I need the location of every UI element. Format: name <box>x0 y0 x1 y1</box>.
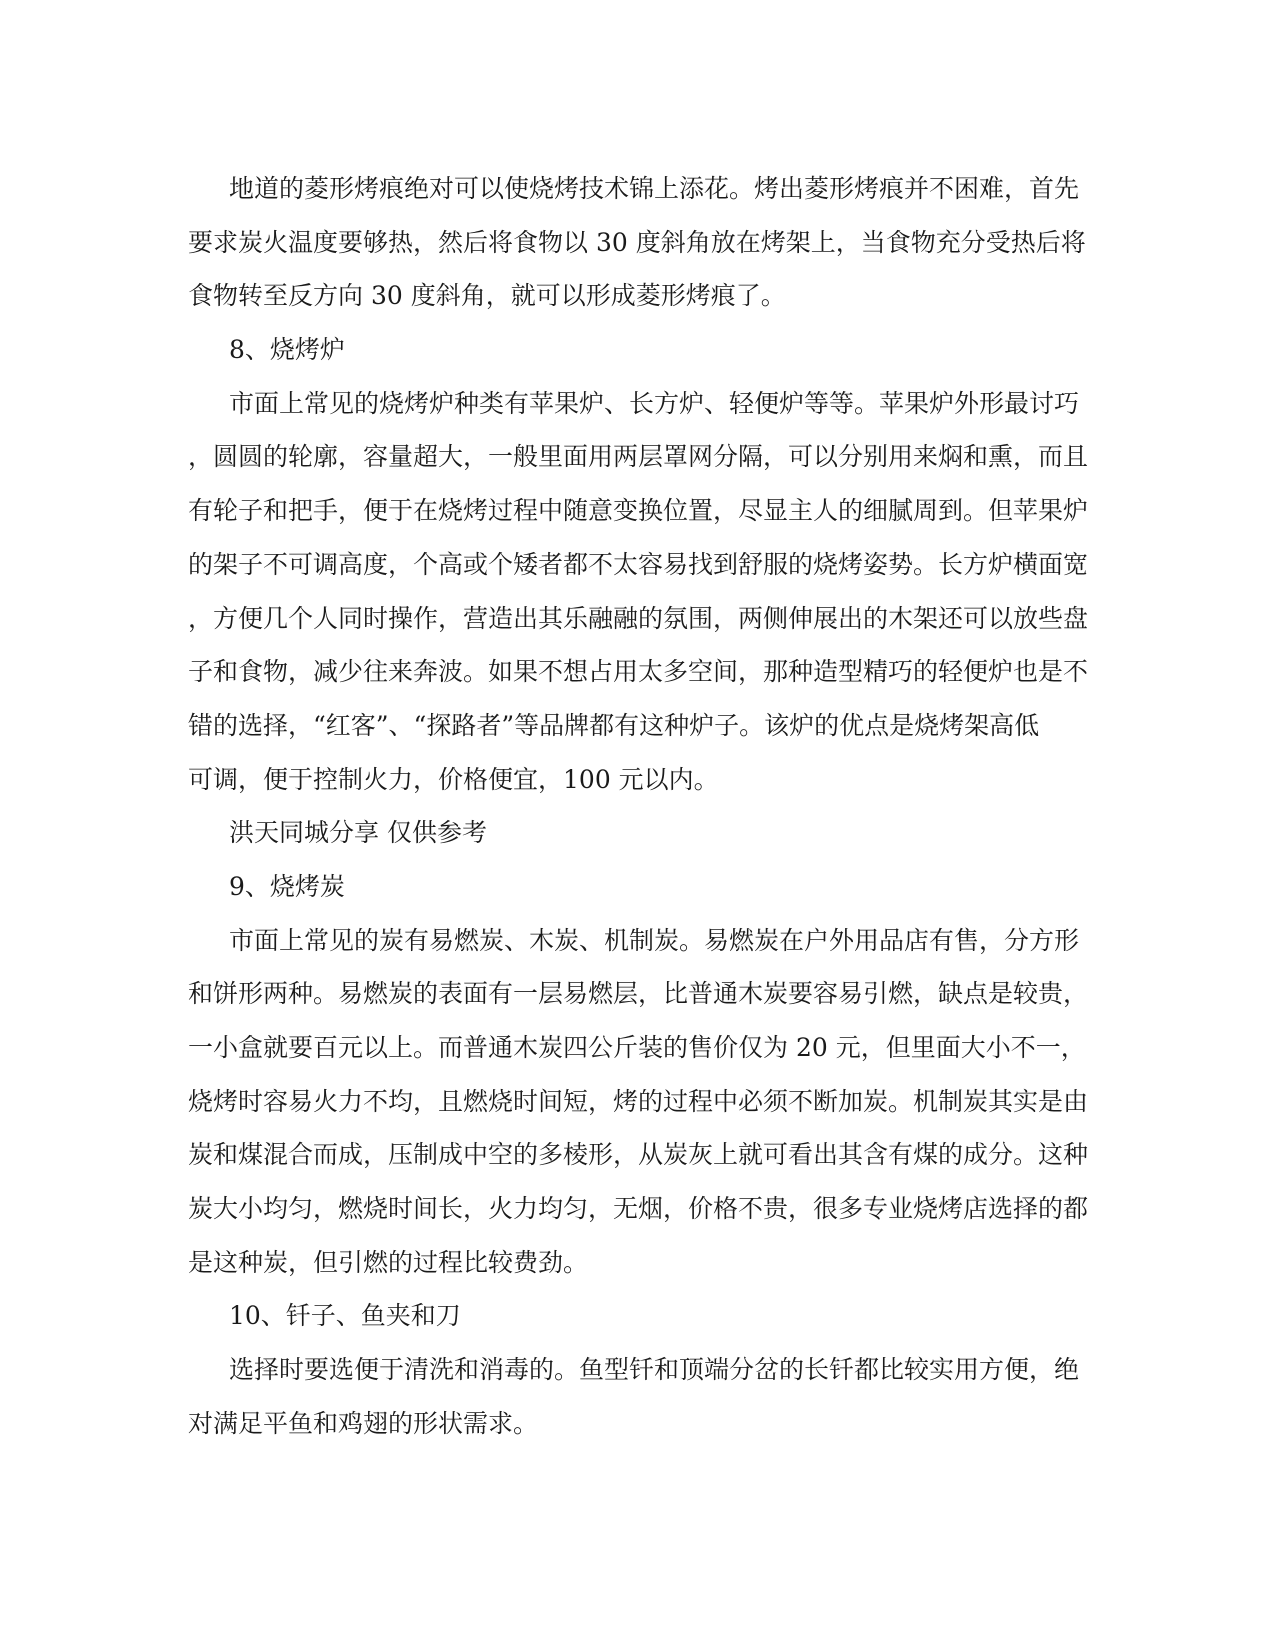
share-note <box>188 806 1080 860</box>
paragraph-line: 可调，便于控制火力，价格便宜，100 元以内。 <box>188 764 719 794</box>
paragraph-line: 和饼形两种。易燃炭的表面有一层易燃层，比普通木炭要容易引燃，缺点是较贵， <box>188 979 1089 1009</box>
paragraph-line: 错的选择，“红客”、“探路者”等品牌都有这种炉子。该炉的优点是烧烤架高低 <box>188 710 1040 740</box>
paragraph-line: 炭和煤混合而成，压制成中空的多棱形，从炭灰上就可看出其含有煤的成分。这种 <box>188 1140 1089 1170</box>
paragraph-line: 烧烤时容易火力不均，且燃烧时间短，烤的过程中必须不断加炭。机制炭其实是由 <box>188 1086 1089 1116</box>
paragraph-line: 炭大小均匀，燃烧时间长，火力均匀，无烟，价格不贵，很多专业烧烤店选择的都 <box>188 1194 1089 1224</box>
section-heading-9 <box>188 860 1080 914</box>
paragraph-line: 食物转至反方向 30 度斜角，就可以形成菱形烤痕了。 <box>188 281 786 311</box>
section-heading: 10、钎子、鱼夹和刀 <box>229 1301 461 1331</box>
section-heading-10 <box>188 1289 1080 1343</box>
paragraph-grill-types <box>188 377 1089 807</box>
paragraph-line: 是这种炭，但引燃的过程比较费劲。 <box>188 1247 589 1277</box>
paragraph-line: 子和食物，减少往来奔波。如果不想占用太多空间，那种造型精巧的轻便炉也是不 <box>188 657 1089 687</box>
paragraph-line: 有轮子和把手，便于在烧烤过程中随意变换位置，尽显主人的细腻周到。但苹果炉 <box>188 496 1089 526</box>
paragraph-line: 对满足平鱼和鸡翅的形状需求。 <box>188 1408 539 1438</box>
section-heading: 9、烧烤炭 <box>229 871 345 901</box>
paragraph-line: 要求炭火温度要够热，然后将食物以 30 度斜角放在烤架上，当食物充分受热后将 <box>188 227 1086 257</box>
paragraph-skewers <box>188 1343 1080 1450</box>
paragraph-line: 地道的菱形烤痕绝对可以使烧烤技术锦上添花。烤出菱形烤痕并不困难，首先 <box>229 174 1080 203</box>
paragraph-line: 市面上常见的炭有易燃炭、木炭、机制炭。易燃炭在户外用品店有售，分方形 <box>229 925 1080 955</box>
paragraph-line: 一小盒就要百元以上。而普通木炭四公斤装的售价仅为 20 元，但里面大小不一， <box>188 1033 1086 1062</box>
share-note-text: 洪天同城分享 仅供参考 <box>229 818 487 848</box>
paragraph-line: ，圆圆的轮廓，容量超大，一般里面用两层罩网分隔，可以分别用来焖和熏，而且 <box>188 442 1089 472</box>
paragraph-line: 市面上常见的烧烤炉种类有苹果炉、长方炉、轻便炉等等。苹果炉外形最讨巧 <box>229 388 1080 418</box>
section-heading: 8、烧烤炉 <box>229 335 345 365</box>
section-heading-8 <box>188 323 1080 377</box>
document-body <box>188 162 1089 1451</box>
paragraph-line: ，方便几个人同时操作，营造出其乐融融的氛围，两侧伸展出的木架还可以放些盘 <box>188 603 1089 633</box>
paragraph-line: 选择时要选便于清洗和消毒的。鱼型钎和顶端分岔的长钎都比较实用方便，绝 <box>229 1355 1080 1385</box>
paragraph-charcoal-types <box>188 914 1089 1290</box>
paragraph-line: 的架子不可调高度，个高或个矮者都不太容易找到舒服的烧烤姿势。长方炉横面宽 <box>188 549 1089 579</box>
paragraph-diamond-grill-marks <box>188 162 1086 323</box>
